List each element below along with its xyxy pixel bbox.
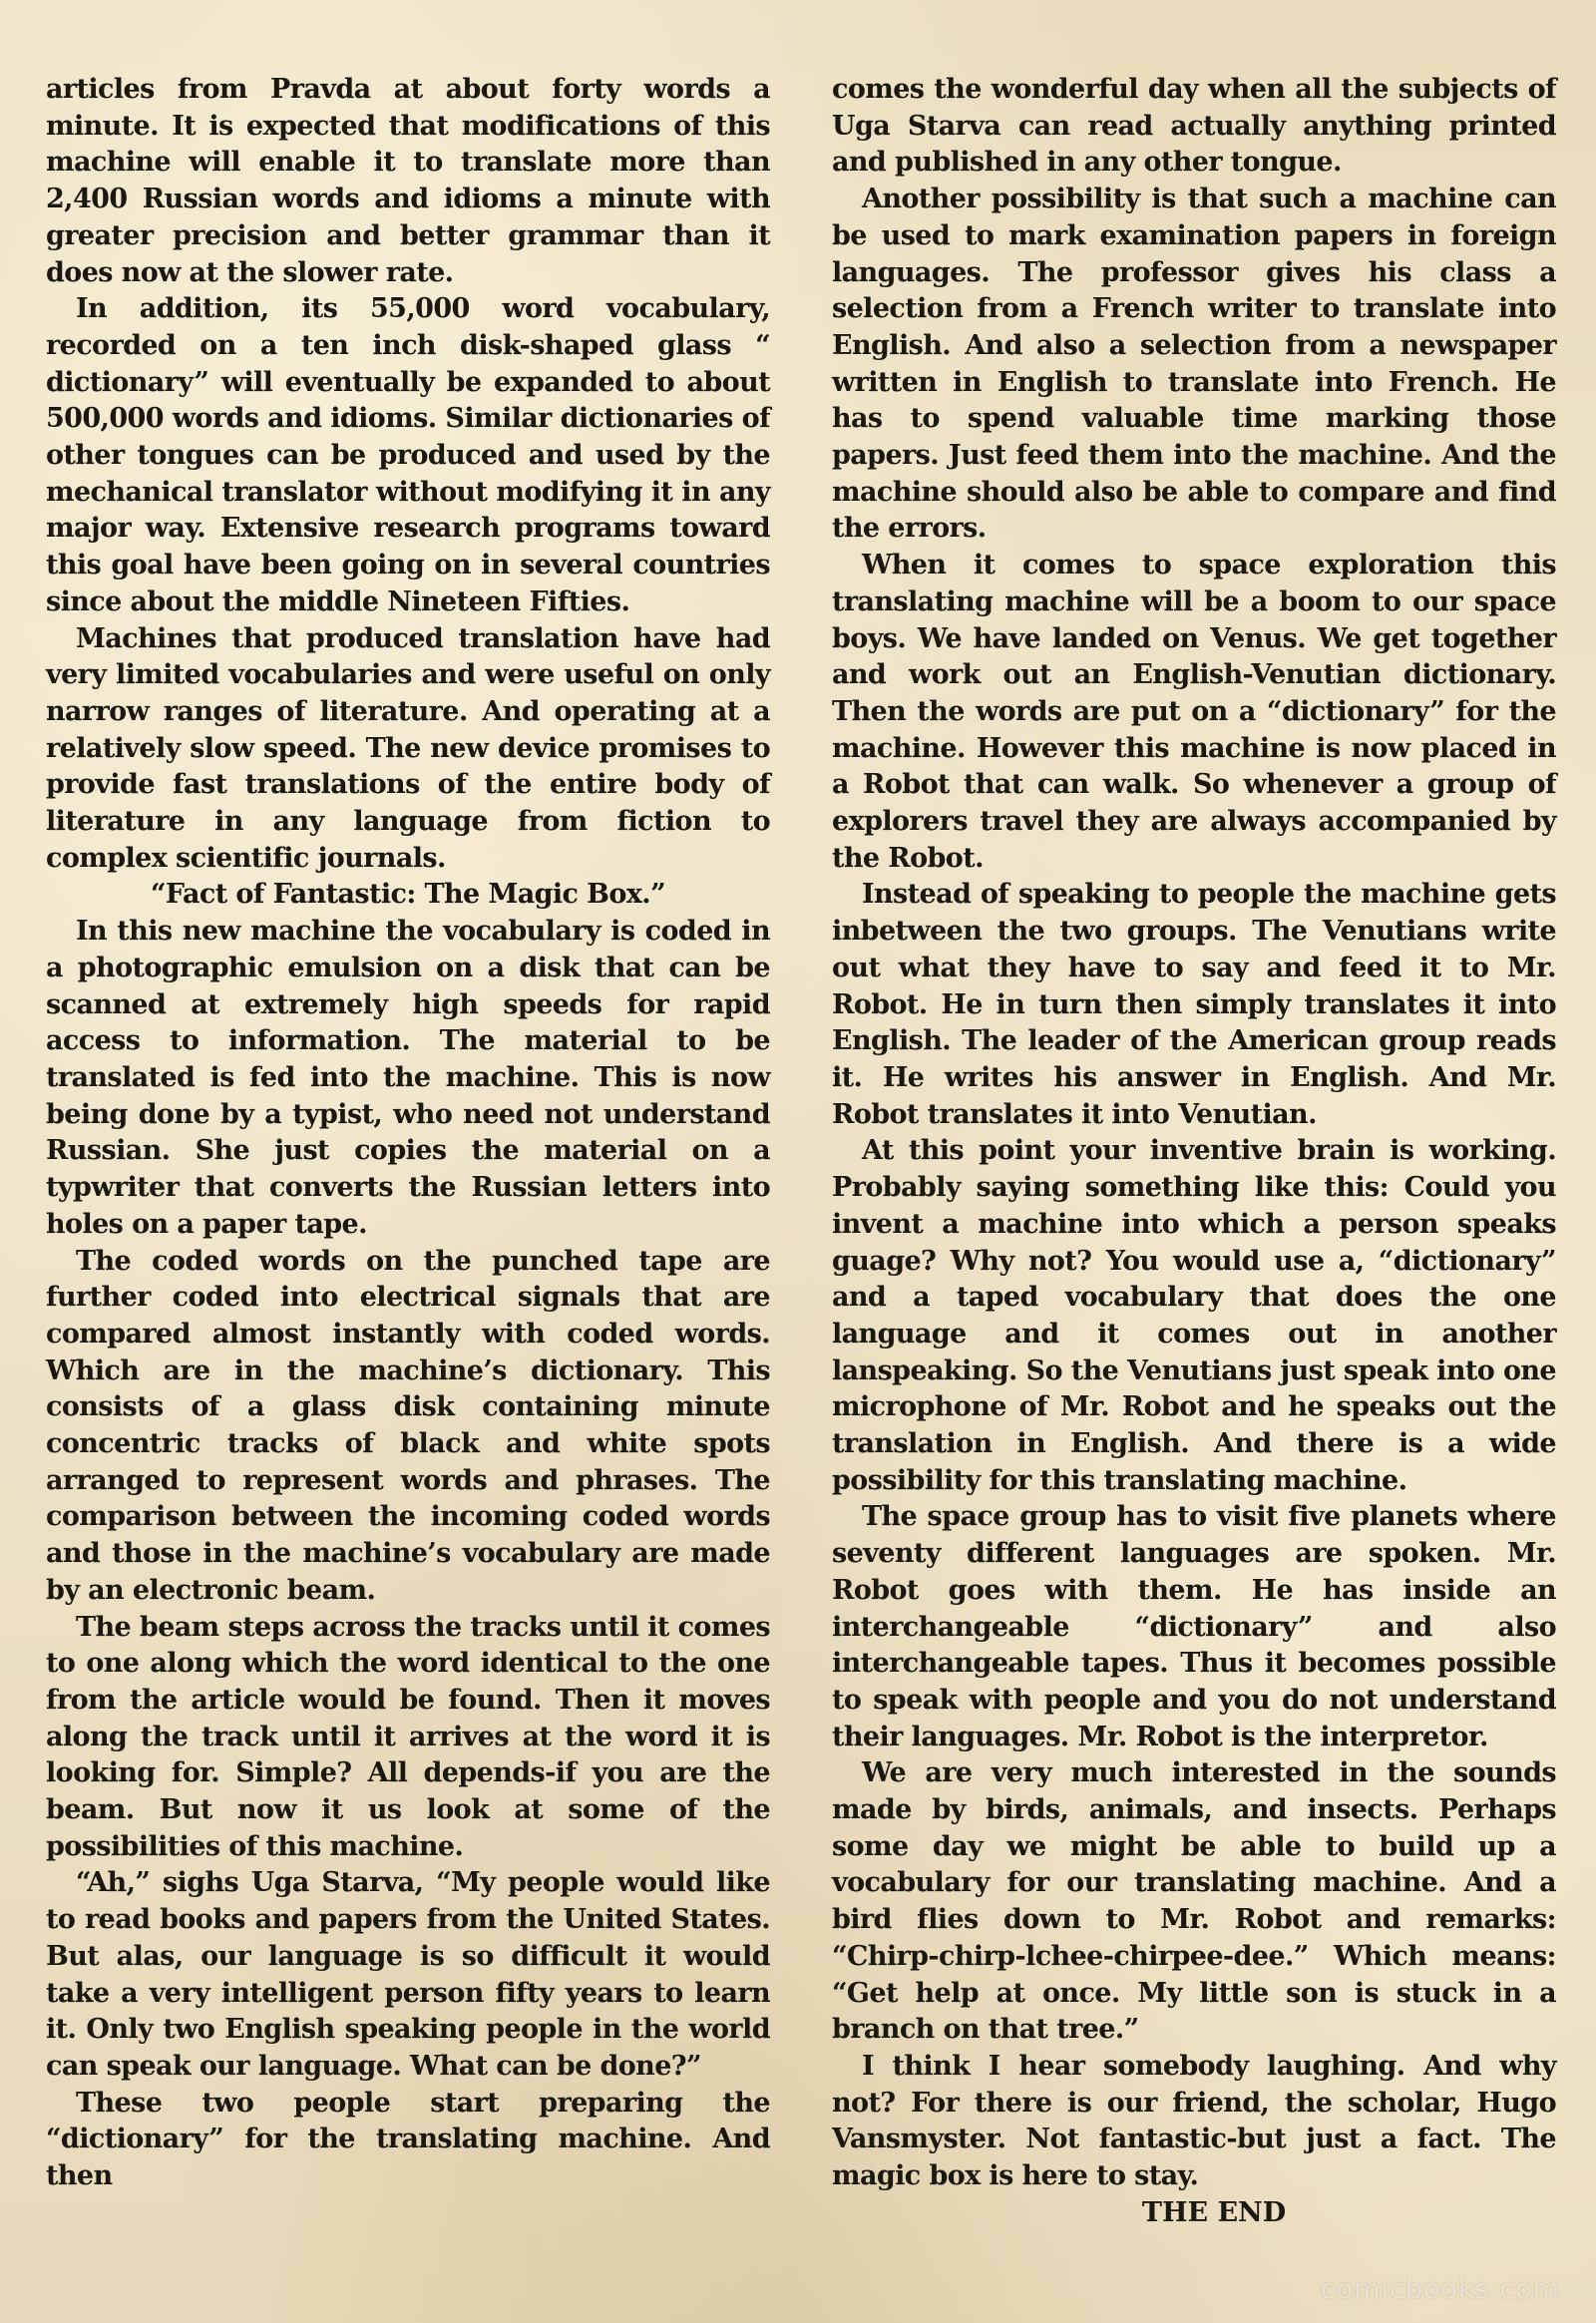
paragraph: The space group has to visit five planets where seventy different languages are spoken. Mr. Robot goes with them. He has inside an interchangeable “dictionary” and also interchangeable tapes. Thus it becomes possible to speak with people and you do not understand their languages. Mr. Robot is the interpretor. xyxy=(832,1501,1556,1752)
paragraph: In this new machine the vocabulary is coded in a photographic emulsion on a disk that can be scanned at extremely high speeds for rapid access to information. The material to be translated is fed into the machine. This is now being done by a typist, who need not understand Russian. She just copies the material on a typwriter that converts the Russian letters into holes on a paper tape. xyxy=(46,916,770,1240)
paragraph: I think I hear somebody laughing. And why not? For there is our friend, the scholar, Hugo Vansmyster. Not fantastic-but just a fact. The magic box is here to stay. xyxy=(832,2050,1556,2192)
paragraph: articles from Pravda at about forty words a minute. It is expected that modifications of this machine will enable it to translate more than 2,400 Russian words and idioms a minute with greater precision and better grammar than it does now at the slower rate. xyxy=(46,74,770,288)
watermark-text: comicbooks.com xyxy=(1320,2274,1560,2305)
paragraph: In addition, its 55,000 word vocabulary, recorded on a ten inch disk-shaped glass “ dictionary” will eventually be expanded to about 500,000 words and idioms. Similar dictionaries of other tongues can be produced and used by the mechanical translator without modifying it in any major way. Extensive research programs toward this goal have been going on in several countries since about the middle Nineteen Fifties. xyxy=(46,293,770,617)
paragraph: When it comes to space exploration this translating machine will be a boom to our space boys. We have landed on Venus. We get together and work out an English-Venutian dictionary. Then the words are put on a “dictionary” for the machine. However this machine is now placed in a Robot that can walk. So whenever a group of explorers travel they are always accompanied by the Robot. xyxy=(832,550,1556,874)
paragraph: “Ah,” sighs Uga Starva, “My people would like to read books and papers from the United States. But alas, our language is so difficult it would take a very intelligent person fifty years to learn it. Only two English speaking people in the world can speak our language. What can be done?” xyxy=(46,1867,770,2082)
paragraph: The coded words on the punched tape are further coded into electrical signals that are compared almost instantly with coded words. Which are in the machine’s dictionary. This consists of a glass disk containing minute concentric tracks of black and white spots arranged to represent words and phrases. The comparison between the incoming coded words and those in the machine’s vocabulary are made by an electronic beam. xyxy=(46,1245,770,1606)
right-text-column xyxy=(832,72,1556,2231)
paragraph: comes the wonderful day when all the subjects of Uga Starva can read actually anything printed and published in any other tongue. xyxy=(832,74,1556,179)
paragraph: Instead of speaking to people the machine gets inbetween the two groups. The Venutians write out what they have to say and feed it to Mr. Robot. He in turn then simply translates it into English. The leader of the American group reads it. He writes his answer in English. And Mr. Robot translates it into Venutian. xyxy=(832,879,1556,1130)
paragraph: Machines that produced translation have had very limited vocabularies and were useful on only narrow ranges of literature. And operating at a relatively slow speed. The new device promises to provide fast translations of the entire body of literature in any language from fiction to complex scientific journals. xyxy=(46,622,770,874)
paragraph: The beam steps across the tracks until it comes to one along which the word identical to the one from the article would be found. Then it moves along the track until it arrives at the word it is looking for. Simple? All depends-if you are the beam. But now it us look at some of the possibilities of this machine. xyxy=(46,1611,770,1862)
paragraph: At this point your inventive brain is working. Probably saying something like this: Could you invent a machine into which a person speaks guage? Why not? You would use a, “dictionary” and a taped vocabulary that does the one language and it comes out in another lanspeaking. So the Venutians just speak into one microphone of Mr. Robot and he speaks out the translation in English. And there is a wide possibility for this translating machine. xyxy=(832,1135,1556,1496)
left-text-column xyxy=(46,72,770,2195)
the-end-label: THE END xyxy=(1141,2196,1287,2228)
paragraph: These two people start preparing the “dictionary” for the translating machine. And then xyxy=(46,2087,770,2192)
paragraph: We are very much interested in the sounds made by birds, animals, and insects. Perhaps some day we might be able to build up a vocabulary for our translating machine. And a bird flies down to Mr. Robot and remarks: “Chirp-chirp-lchee-chirpee-dee.” Which means: “Get help at once. My little son is stuck in a branch on that tree.” xyxy=(832,1757,1556,2046)
section-heading: “Fact of Fantastic: The Magic Box.” xyxy=(150,879,666,911)
paragraph: Another possibility is that such a machine can be used to mark examination papers in foreign languages. The professor gives his class a selection from a French writer to translate into English. And also a selection from a newspaper written in English to translate into French. He has to spend valuable time marking those papers. Just feed them into the machine. And the machine should also be able to compare and find the errors. xyxy=(832,184,1556,545)
